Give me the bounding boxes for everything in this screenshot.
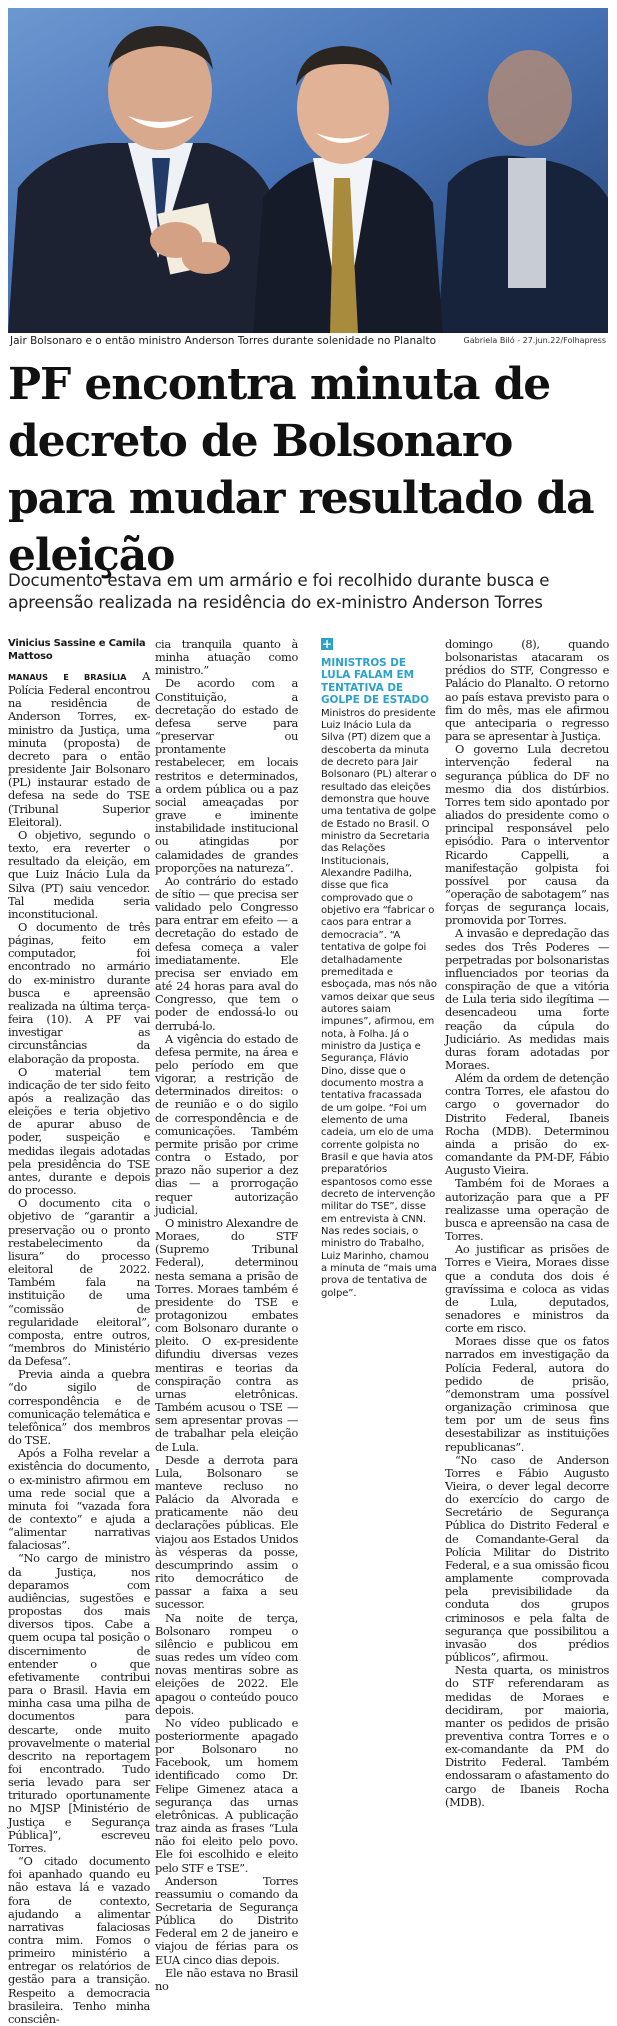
paragraph: A invasão e depredação das sedes dos Três Poderes — perpetradas por bolsonaristas influenciados por teorias da conspiração de que a vitória de Lula teria sido ilegítima — desencadeou uma forte reação da cúpula do Judiciário. As medidas mais duras foram adotadas por Moraes. [445,926,609,1072]
article-column-4 [445,638,609,1809]
paragraph-text: A Polícia Federal encontrou na residência de Anderson Torres, ex-ministro da Justiça, uma minuta (proposta) de decreto para o então presidente Jair Bolsonaro (PL) instaurar estado de defesa na sede do TSE (Tribunal Superior Eleitoral). [8,669,150,829]
paragraph: Na noite de terça, Bolsonaro rompeu o silêncio e publicou em suas redes um vídeo com novas mentiras sobre as eleições de 2022. Ele apagou o conteúdo pouco depois. [155,1610,298,1717]
article-column-2 [155,638,298,1993]
paragraph: Anderson Torres reassumiu o comando da Secretaria de Segurança Pública do Distrito Federal em 2 de janeiro e viajou de férias para os EUA cinco dias depois. [155,1873,298,1967]
paragraph: “No cargo de ministro da Justiça, nos deparamos com audiências, sugestões e propostas dos mais diversos tipos. Cabe a quem ocupa tal posição o discernimento de entender o que efetivamente contribui para o Brasil. Havia em minha casa uma pilha de documentos para descarte, onde muito provavelmente o material descrito na reportagem foi encontrado. Tudo seria levado para ser triturado oportunamente no MJSP [Ministério de Justiça e Segurança Pública]”, escreveu Torres. [8,1551,150,1855]
paragraph: Ao contrário do estado de sítio — que precisa ser validado pelo Congresso para entrar em efeito — a decretação do estado de defesa começa a valer imediatamente. Ele precisa ser enviado em até 24 horas para aval do Congresso, que tem o poder de endossá-lo ou derrubá-lo. [155,873,298,1033]
paragraph: O material tem indicação de ter sido feito após a realização das eleições e teria objetivo de apurar abuso de poder, suspeição e medidas ilegais adotadas pela presidência do TSE antes, durante e depois do processo. [8,1064,150,1198]
paragraph: Nesta quarta, os ministros do STF referendaram as medidas de Moraes e decidiram, por maioria, manter os pedidos de prisão preventiva contra Torres e o ex-comandante da PM do Distrito Federal. Também endossaram o afastamento do cargo de Ibaneis Rocha (MDB). [445,1663,609,1809]
sidebar-body: Ministros do presidente Luiz Inácio Lula da Silva (PT) dizem que a descoberta da minuta de decreto para Jair Bolsonaro (PL) alterar o resultado das eleições demonstra que houve uma tentativa de golpe de Estado no Brasil. O ministro da Secretaria das Relações Institucionais, Alexandre Padilha, disse que fica comprovado que o objetivo era “fabricar o caos para entrar a democracia”. “A tentativa de golpe foi detalhadamente premeditada e esboçada, mas nós não vamos deixar que seus autores saiam impunes”, afirmou, em nota, à Folha. Já o ministro da Justiça e Segurança, Flávio Dino, disse que o documento mostra a tentativa fracassada de um golpe. “Foi um elemento de uma cadeia, um elo de uma corrente golpista no Brasil e que havia atos preparatórios espantosos como esse decreto de intervenção militar do TSE”, disse em entrevista à CNN. Nas redes sociais, o ministro do Trabalho, Luiz Marinho, chamou a minuta de “mais uma prova de tentativa de golpe”. [321,707,437,1299]
photo-caption: Jair Bolsonaro e o então ministro Anderson Torres durante solenidade no Planalto [10,335,437,347]
news-photo [8,8,608,333]
paragraph: O ministro Alexandre de Moraes, do STF (Supremo Tribunal Federal), determinou nesta semana a prisão de Torres. Moraes também é presidente do TSE e protagonizou embates com Bolsonaro durante o pleito. O ex-presidente difundiu diversas vezes mentiras e teorias da conspiração contra as urnas eletrônicas. Também acusou o TSE — sem apresentar provas — de trabalhar pela eleição de Lula. [155,1215,298,1454]
paragraph: O objetivo, segundo o texto, era reverter o resultado da eleição, em que Luiz Inácio Lula da Silva (PT) saiu vencedor. Tal medida seria inconstitucional. [8,827,150,921]
headline: PF encontra minuta de decreto de Bolsonaro para mudar resultado da eleição [8,359,594,581]
plus-icon: + [321,637,333,651]
lead-paragraph [8,670,150,829]
dateline: MANAUS E BRASÍLIA [8,672,127,682]
photo-credit: Gabriela Biló - 27.jun.22/Folhapress [463,336,606,345]
paragraph: No vídeo publicado e posteriormente apagado por Bolsonaro no Facebook, um homem identificado como Dr. Felipe Gimenez ataca a segurança das urnas eletrônicas. A publicação traz ainda as frases “Lula não foi eleito pelo povo. Ele foi escolhido e eleito pelo STF e TSE”. [155,1715,298,1875]
paragraph: domingo (8), quando bolsonaristas atacaram os prédios do STF, Congresso e Palácio do Planalto. O retorno ao país estava previsto para o fim do mês, mas ele afirmou que anteciparia o regresso para se apresentar à Justiça. [445,637,609,744]
paragraph: Também foi de Moraes a autorização para que a PF realizasse uma operação de busca e apreensão na casa de Torres. [445,1176,609,1244]
paragraph: O governo Lula decretou intervenção federal na segurança pública do DF no mesmo dia dos distúrbios. Torres tem sido apontado por aliados do presidente como o principal responsável pelo episódio. Para o interventor Ricardo Cappelli, a manifestação golpista foi possível por causa da “operação de sabotagem” nas forças de segurança locais, promovida por Torres. [445,742,609,928]
photo-caption-bar [8,334,608,350]
paragraph: Previa ainda a quebra “do sigilo de correspondência e de comunicação telemática e telefônica” dos membros do TSE. [8,1367,150,1448]
paragraph: Desde a derrota para Lula, Bolsonaro se manteve recluso no Palácio da Alvorada e praticamente não deu declarações públicas. Ele viajou aos Estados Unidos às vésperas da posse, descumprindo assim o rito democrático de passar a faixa a seu sucessor. [155,1452,298,1612]
paragraph: Ao justificar as prisões de Torres e Vieira, Moraes disse que a conduta dos dois é gravíssima e coloca as vidas de Lula, deputados, senadores e ministros da corte em risco. [445,1242,609,1336]
byline: Vinicius Sassine e Camila Mattoso [8,638,146,662]
paragraph: O documento de três páginas, feito em computador, foi encontrado no armário do ex-ministro durante busca e apreensão realizada na última terça-feira (10). A PF vai investigar as circunstâncias da elaboração da proposta. [8,919,150,1066]
paragraph: Moraes disse que os fatos narrados em investigação da Polícia Federal, autora do pedido de prisão, “demonstram uma possível organização criminosa que tem por um de seus fins desestabilizar as instituições republicanas”. [445,1334,609,1454]
paragraph: De acordo com a Constituição, a decretação do estado de defesa serve para “preservar ou prontamente restabelecer, em locais restritos e determinados, a ordem pública ou a paz social ameaçadas por grave e iminente instabilidade institucional ou atingidas por calamidades de grandes proporções na natureza”. [155,676,298,875]
sidebar-box [321,638,437,1300]
paragraph: Após a Folha revelar a existência do documento, o ex-ministro afirmou em uma rede social que a minuta foi “vazada fora de contexto” e ajuda a “alimentar narrativas falaciosas”. [8,1446,150,1553]
article-column-1 [8,638,150,2026]
sidebar-title: MINISTROS DE LULA FALAM EM TENTATIVA DE GOLPE DE ESTADO [321,657,430,707]
paragraph: cia tranquila quanto à minha atuação como ministro.” [155,637,298,678]
paragraph: Além da ordem de detenção contra Torres, ele afastou do cargo o governador do Distrito Federal, Ibaneis Rocha (MDB). Determinou ainda a prisão do ex-comandante da PM-DF, Fábio Augusto Vieira. [445,1071,609,1178]
subheadline: Documento estava em um armário e foi recolhido durante busca e apreensão realizada na residência do ex-ministro Anderson Torres [8,571,550,612]
paragraph: “O citado documento foi apanhado quando eu não estava lá e vazado fora de contexto, ajudando a alimentar narrativas falaciosas contra mim. Fomos o primeiro ministério a entregar os relatórios de gestão para a transição. Respeito a democracia brasileira. Tenho minha consciên- [8,1854,150,2026]
paragraph: Ele não estava no Brasil no [155,1965,298,1993]
paragraph: O documento cita o objetivo de “garantir a preservação ou o pronto restabelecimento da lisura” do processo eleitoral de 2022. Também fala na instituição de uma “comissão de regularidade eleitoral”, composta, entre outros, “membros do Ministério da Defesa”. [8,1196,150,1369]
paragraph: “No caso de Anderson Torres e Fábio Augusto Vieira, o dever legal decorre do exercício do cargo de Secretário de Segurança Pública do Distrito Federal e de Comandante-Geral da Polícia Militar do Distrito Federal, e a sua omissão ficou amplamente comprovada pela previsibilidade da conduta dos grupos criminosos e pela falta de segurança que possibilitou a invasão dos prédios públicos”, afirmou. [445,1452,609,1665]
photo-illustration [8,8,608,333]
paragraph: A vigência do estado de defesa permite, na área e pelo período em que vigorar, a restrição de determinados direitos: o de reunião e o do sigilo de correspondência e de comunicações. Também permite prisão por crime contra o Estado, por prazo não superior a dez dias — a prorrogação requer autorização judicial. [155,1031,298,1217]
